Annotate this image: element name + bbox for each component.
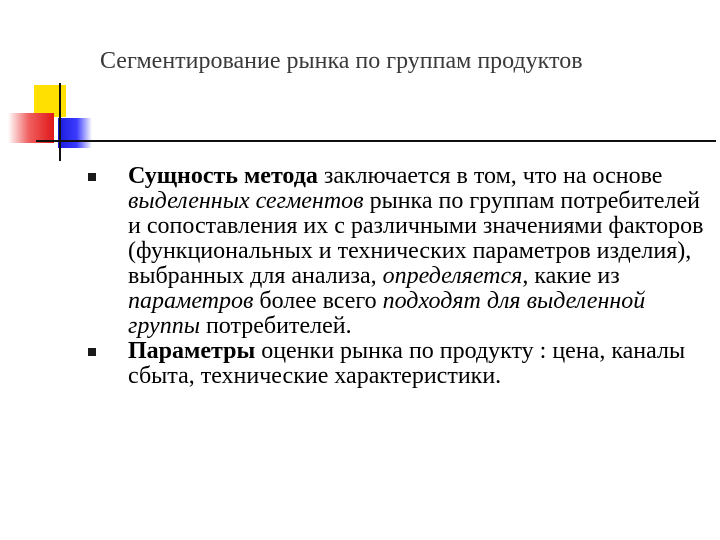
bullet-bold-term: Сущность метода (128, 163, 318, 189)
bullet-italic-text: определяется (382, 263, 523, 289)
bullet-text: оценки рынка по продукту : цена, каналы сбыта, технические характеристики. (128, 338, 686, 389)
bullet-text: более всего (253, 288, 383, 314)
slide-title: Сегментирование рынка по группам продуктов (100, 48, 583, 74)
square-bullet-icon (88, 173, 96, 181)
bullet-item-method (88, 164, 708, 339)
bullet-italic-text: подходят для выделенной группы (128, 288, 646, 339)
bullet-text: , какие из (522, 263, 620, 289)
bullet-bold-term: Параметры (128, 338, 256, 364)
bullet-text: заключается в том, что на основе (317, 163, 663, 189)
blue-gradient-decoration (58, 118, 92, 148)
bullet-italic-text: параметров (128, 288, 254, 314)
bullet-text: рынка по группам потребителей и сопоставления их с различными значениями факторов (функциональных и технических параметров изделия), выбранных для анализа, (128, 188, 704, 289)
square-bullet-icon (88, 348, 96, 356)
bullet-italic-text: выделенных сегментов (128, 188, 364, 214)
bullet-text: потребителей. (199, 313, 352, 339)
red-gradient-decoration (8, 113, 54, 143)
bullet-list (88, 164, 708, 389)
vertical-rule (59, 83, 61, 161)
bullet-item-parameters (88, 339, 708, 389)
horizontal-rule (36, 140, 716, 142)
